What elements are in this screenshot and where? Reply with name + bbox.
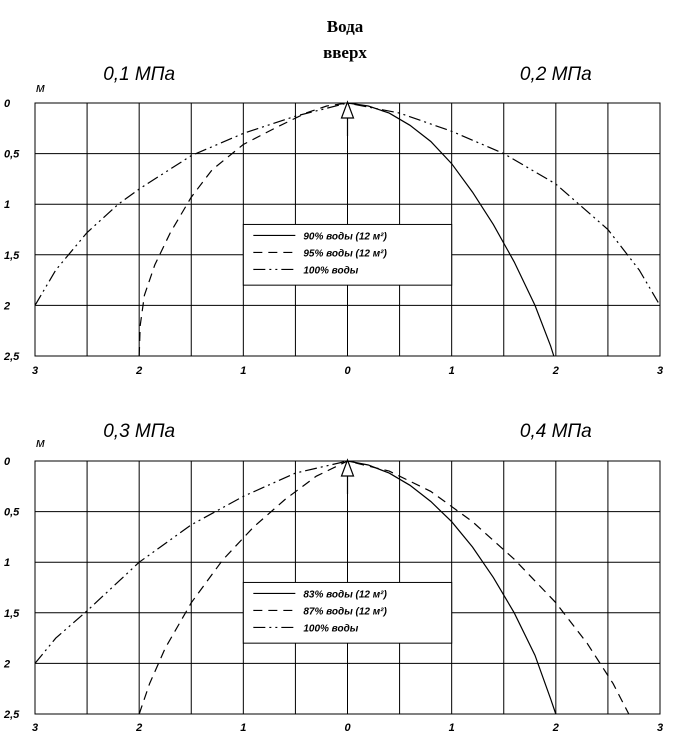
legend-label: 87% воды (12 м²): [303, 606, 387, 618]
x-tick-label: 2: [552, 722, 559, 734]
legend: [243, 224, 451, 285]
x-tick-label: 1: [448, 365, 455, 377]
x-tick-label: 3: [31, 365, 39, 377]
y-tick-label: 0,5: [4, 506, 20, 519]
x-tick-label: 0: [344, 365, 351, 377]
x-tick-label: 1: [240, 365, 247, 377]
y-tick-label: 2,5: [4, 709, 20, 721]
x-tick-label: 2: [136, 365, 143, 377]
y-tick-label: 2,5: [4, 351, 20, 363]
y-tick-label: 1: [4, 557, 11, 570]
legend-label: 83% воды (12 м²): [303, 589, 387, 601]
y-tick-label: 2: [4, 300, 11, 313]
figure-title-line2: вверх: [323, 43, 367, 62]
y-tick-label: 1: [4, 199, 11, 212]
y-tick-label: 1,5: [4, 249, 20, 262]
y-axis-unit: м: [36, 80, 45, 95]
pressure-label-right: 0,4 МПа: [519, 421, 592, 442]
legend: [243, 582, 451, 643]
x-tick-label: 3: [31, 722, 39, 734]
x-tick-label: 2: [136, 722, 143, 734]
legend-label: 90% воды (12 м²): [303, 231, 387, 243]
y-tick-label: 0: [4, 456, 11, 468]
y-tick-label: 2: [4, 658, 11, 671]
figure-title-line1: Вода: [326, 17, 364, 36]
x-tick-label: 2: [552, 365, 559, 377]
chart-panel-bottom: [3, 421, 663, 734]
y-tick-label: 1,5: [4, 607, 20, 620]
pressure-label-left: 0,1 МПа: [103, 64, 176, 85]
legend-label: 100% воды: [303, 265, 359, 277]
x-tick-label: 1: [240, 722, 247, 734]
legend-label: 100% воды: [303, 623, 359, 635]
y-tick-label: 0,5: [4, 148, 20, 161]
pressure-label-right: 0,2 МПа: [519, 64, 592, 85]
x-tick-label: 3: [656, 722, 664, 734]
x-tick-label: 1: [448, 722, 455, 734]
pressure-label-left: 0,3 МПа: [103, 421, 176, 442]
y-tick-label: 0: [4, 98, 11, 110]
y-axis-unit: м: [36, 435, 45, 450]
x-tick-label: 3: [656, 365, 664, 377]
legend-label: 95% воды (12 м²): [303, 248, 387, 260]
chart-panel-top: [3, 64, 663, 377]
x-tick-label: 0: [344, 722, 351, 734]
